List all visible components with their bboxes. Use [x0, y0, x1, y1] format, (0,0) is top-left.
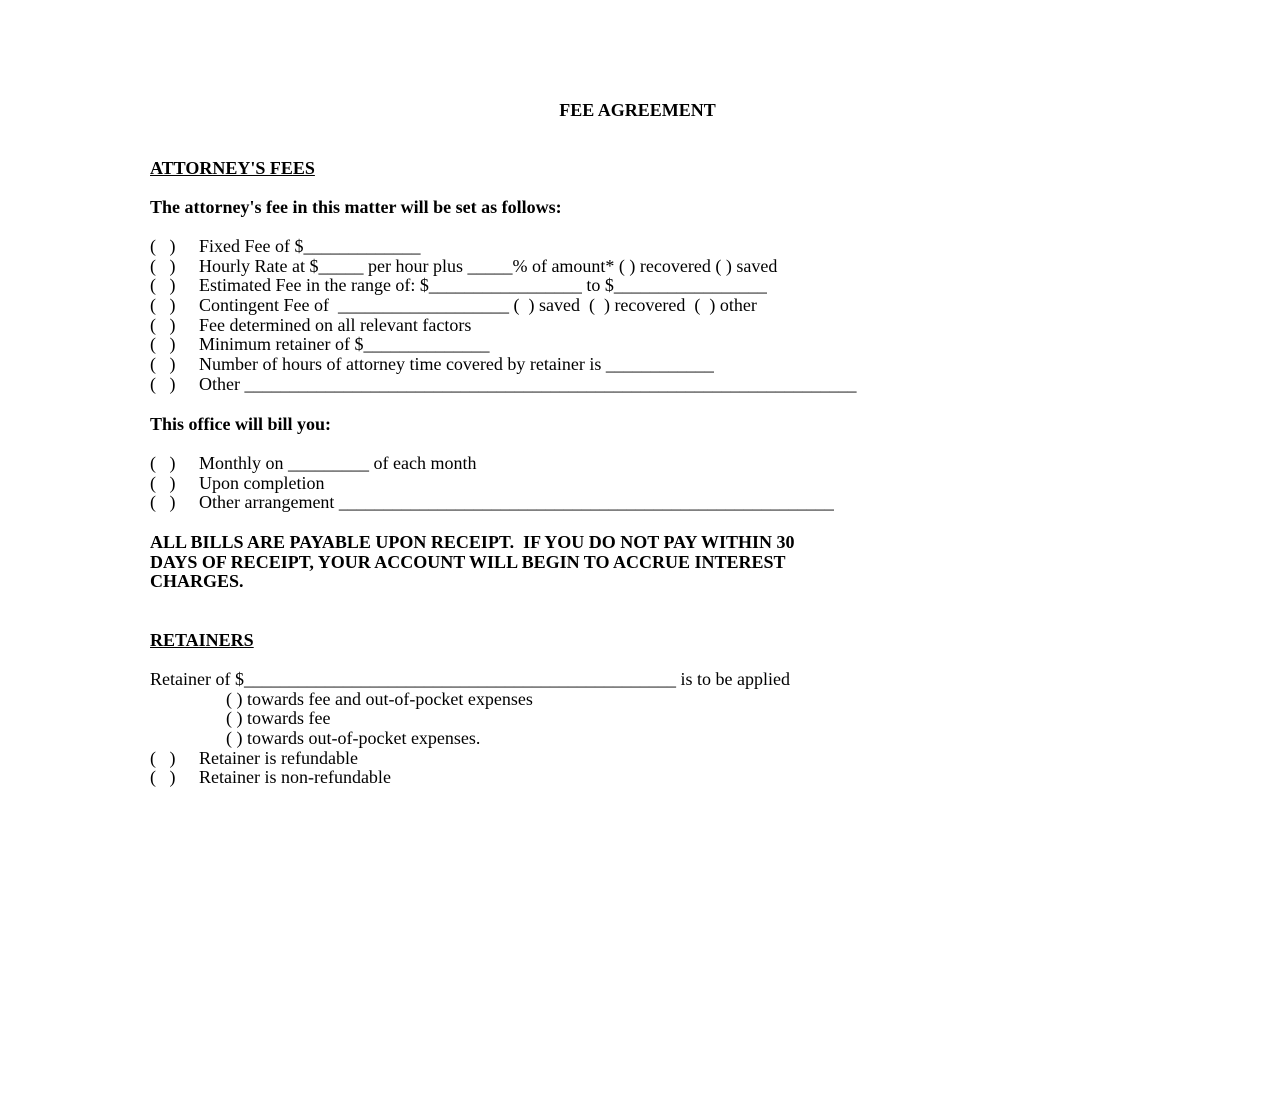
- option-label: Contingent Fee of ___________________ ( ) saved ( ) recovered ( ) other: [199, 295, 757, 316]
- option-label: Upon completion: [199, 472, 325, 493]
- option-label: Fee determined on all relevant factors: [199, 314, 472, 335]
- retainer-apply-fee[interactable]: ( ) towards fee: [226, 708, 331, 729]
- billing-option-completion[interactable]: [150, 474, 834, 494]
- retainer-refundable-option[interactable]: [150, 749, 790, 769]
- retainer-apply-fee-and-expenses[interactable]: ( ) towards fee and out-of-pocket expenses: [226, 688, 533, 709]
- option-label: Retainer is refundable: [199, 747, 358, 768]
- checkbox[interactable]: ( ): [150, 334, 176, 355]
- fee-option-minimum-retainer[interactable]: [150, 335, 856, 355]
- document-title: FEE AGREEMENT: [559, 100, 716, 120]
- fee-option-fixed[interactable]: [150, 237, 856, 257]
- retainer-non-refundable-option[interactable]: [150, 768, 790, 788]
- checkbox[interactable]: ( ): [150, 314, 176, 335]
- checkbox[interactable]: ( ): [150, 373, 176, 394]
- checkbox[interactable]: ( ): [150, 354, 176, 375]
- billing-option-monthly[interactable]: [150, 454, 834, 474]
- fee-options-list: [150, 237, 856, 395]
- retainers-heading: RETAINERS: [150, 630, 254, 650]
- option-label: Other ____________________________________________________________________: [199, 373, 857, 394]
- option-label: Hourly Rate at $_____ per hour plus _____% of amount* ( ) recovered ( ) saved: [199, 255, 778, 276]
- checkbox[interactable]: ( ): [150, 453, 176, 473]
- attorney-fees-heading: ATTORNEY'S FEES: [150, 158, 315, 178]
- billing-option-other[interactable]: [150, 493, 834, 513]
- checkbox[interactable]: ( ): [150, 255, 176, 276]
- checkbox[interactable]: ( ): [150, 472, 176, 493]
- checkbox[interactable]: ( ): [150, 747, 176, 768]
- option-label: Other arrangement _______________________________________________________: [199, 492, 834, 513]
- option-label: Minimum retainer of $______________: [199, 334, 490, 355]
- option-label: Number of hours of attorney time covered by retainer is ____________: [199, 354, 714, 375]
- checkbox[interactable]: ( ): [150, 767, 176, 788]
- option-label: Monthly on _________ of each month: [199, 453, 477, 473]
- retainers-section: [150, 670, 790, 788]
- warning-line: DAYS OF RECEIPT, YOUR ACCOUNT WILL BEGIN TO ACCRUE INTEREST: [150, 551, 786, 572]
- option-label: Fixed Fee of $_____________: [199, 236, 421, 256]
- checkbox[interactable]: ( ): [150, 236, 176, 256]
- fee-option-contingent[interactable]: [150, 296, 856, 316]
- retainer-amount-line[interactable]: Retainer of $________________________________________________ is to be applied: [150, 669, 790, 689]
- fee-option-estimated[interactable]: [150, 276, 856, 296]
- billing-heading: This office will bill you:: [150, 414, 332, 434]
- billing-options-list: [150, 454, 834, 513]
- option-label: Estimated Fee in the range of: $_________________ to $_________________: [199, 275, 767, 296]
- attorney-fees-intro: The attorney's fee in this matter will be set as follows:: [150, 197, 562, 217]
- fee-option-hourly[interactable]: [150, 257, 856, 277]
- warning-line: CHARGES.: [150, 571, 244, 592]
- checkbox[interactable]: ( ): [150, 492, 176, 513]
- option-label: Retainer is non-refundable: [199, 767, 391, 788]
- retainer-apply-expenses[interactable]: ( ) towards out-of-pocket expenses.: [226, 728, 481, 749]
- warning-line: ALL BILLS ARE PAYABLE UPON RECEIPT. IF YOU DO NOT PAY WITHIN 30: [150, 532, 795, 552]
- checkbox[interactable]: ( ): [150, 295, 176, 316]
- checkbox[interactable]: ( ): [150, 275, 176, 296]
- fee-option-hours-covered[interactable]: [150, 355, 856, 375]
- payment-warning: [150, 533, 794, 592]
- fee-option-relevant-factors[interactable]: [150, 316, 856, 336]
- fee-option-other[interactable]: [150, 375, 856, 395]
